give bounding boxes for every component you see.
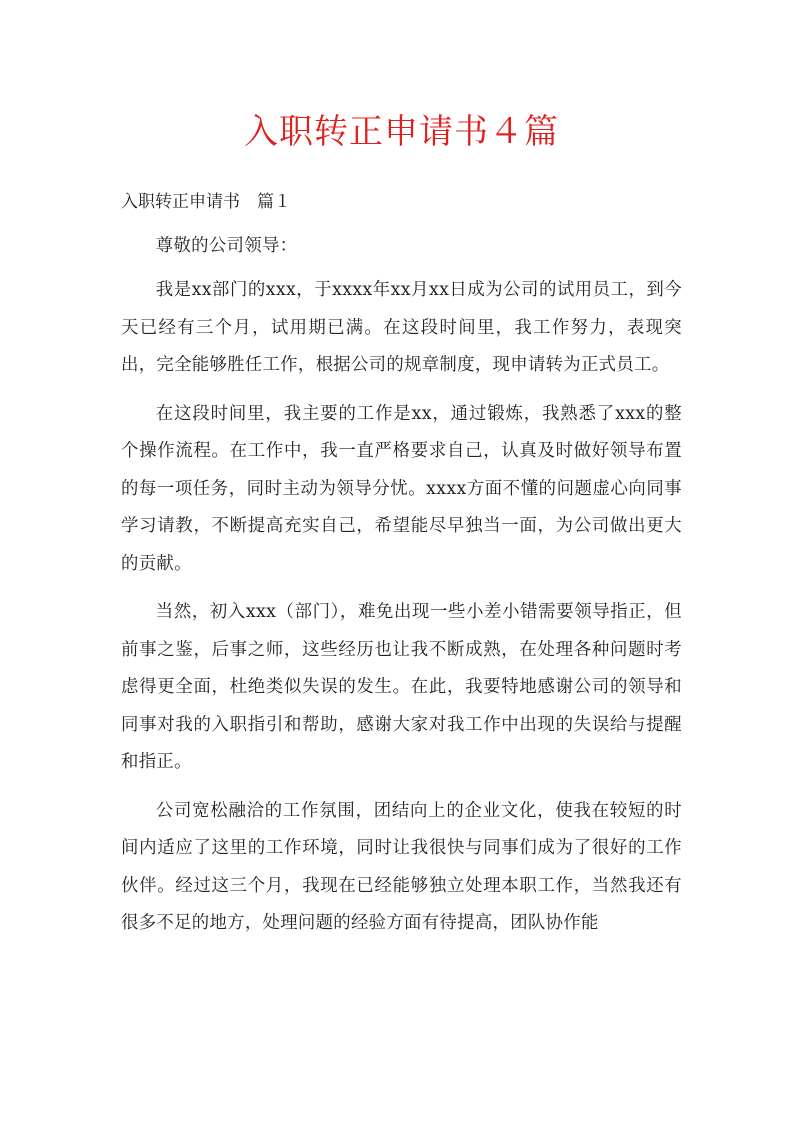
body-paragraph-3: 当然，初入xxx（部门），难免出现一些小差小错需要领导指正，但前事之鉴，后事之师，这些经历也让我不断成熟，在处理各种问题时考虑得更全面，杜绝类似失误的发生。在此，我要特地感谢公司的领导和同事对我的入职指引和帮助，感谢大家对我工作中出现的失误给与提醒和指正。 bbox=[121, 602, 682, 772]
document-title: 入职转正申请书４篇 bbox=[244, 112, 559, 152]
body-paragraph-2: 在这段时间里，我主要的工作是xx，通过锻炼，我熟悉了xxx的整个操作流程。在工作中，我一直严格要求自己，认真及时做好领导布置的每一项任务，同时主动为领导分忧。xxxx方面不懂的问题虚心向同事学习请教，不断提高充实自己，希望能尽早独当一面，为公司做出更大的贡献。 bbox=[121, 403, 682, 574]
body-paragraph-1: 我是xx部门的xxx，于xxxx年xx月xx日成为公司的试用员工，到今天已经有三个月，试用期已满。在这段时间里，我工作努力，表现突出，完全能够胜任工作，根据公司的规章制度，现申请转为正式员工。 bbox=[121, 280, 682, 375]
body-paragraph-4: 公司宽松融洽的工作氛围，团结向上的企业文化，使我在较短的时间内适应了这里的工作环境，同时让我很快与同事们成为了很好的工作伙伴。经过这三个月，我现在已经能够独立处理本职工作，当然我还有很多不足的地方，处理问题的经验方面有待提高，团队协作能 bbox=[121, 800, 682, 933]
salutation: 尊敬的公司领导： bbox=[155, 236, 298, 256]
section-heading: 入职转正申请书 篇１ bbox=[121, 192, 291, 212]
